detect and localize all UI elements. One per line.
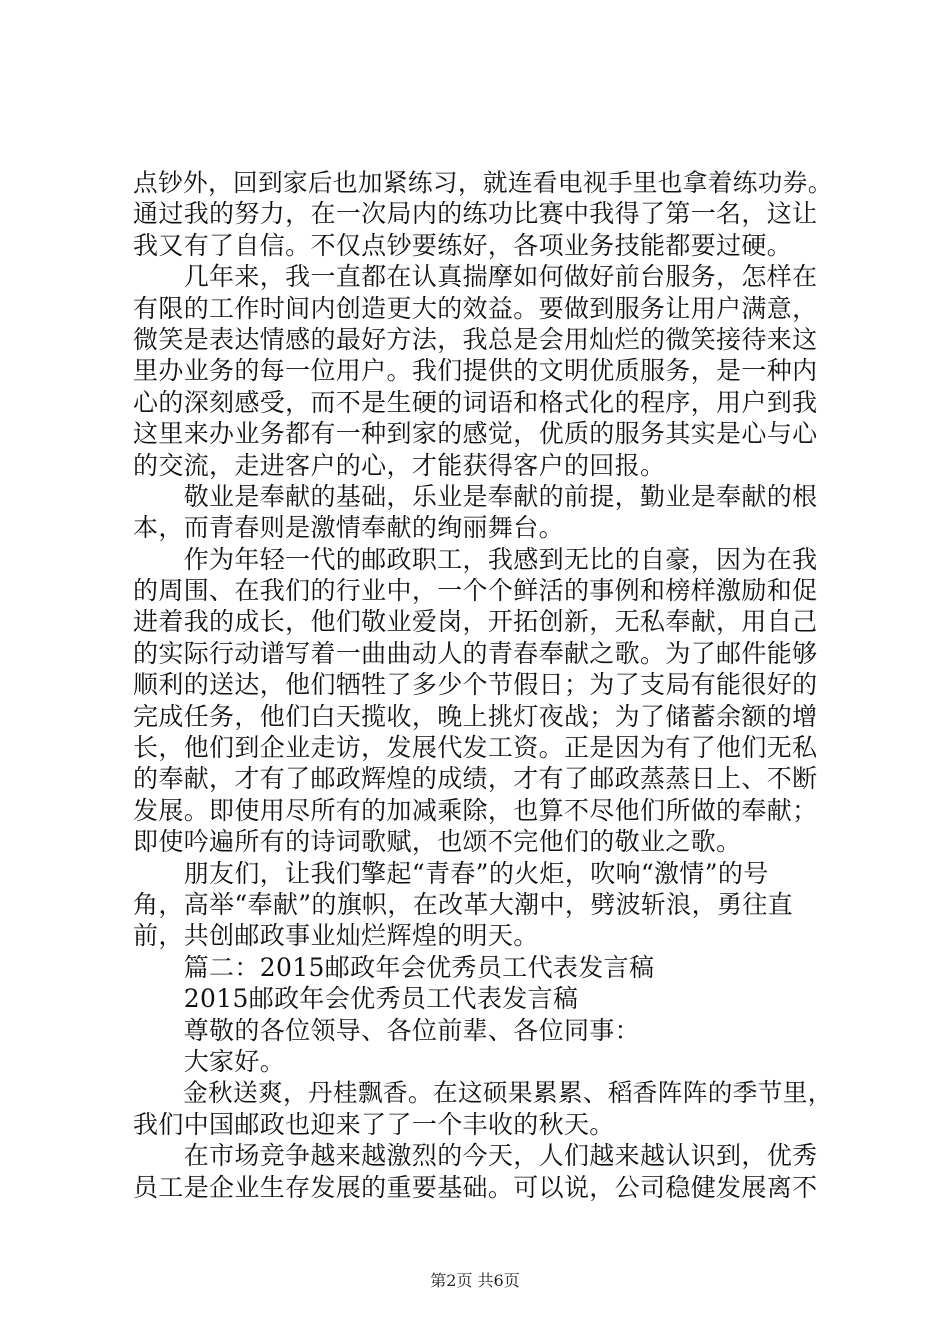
text-line: 有限的工作时间内创造更大的效益。要做到服务让用户满意， — [133, 293, 818, 323]
text-line: 顺利的送达，他们牺牲了多少个节假日；为了支局有能很好的 — [133, 670, 818, 700]
text-line: 在市场竞争越来越激烈的今天，人们越来越认识到，优秀 — [133, 1141, 818, 1171]
text-line: 长，他们到企业走访，发展代发工资。正是因为有了他们无私 — [133, 733, 818, 763]
text-line: 微笑是表达情感的最好方法，我总是会用灿烂的微笑接待来这 — [133, 324, 818, 354]
text-line: 本，而青春则是激情奉献的绚丽舞台。 — [133, 513, 564, 543]
text-line: 前，共创邮政事业灿烂辉煌的明天。 — [133, 921, 539, 951]
text-line: 进着我的成长，他们敬业爱岗，开拓创新，无私奉献，用自己 — [133, 607, 818, 637]
text-line: 我又有了自信。不仅点钞要练好，各项业务技能都要过硬。 — [133, 230, 793, 260]
text-line: 完成任务，他们白天揽收，晚上挑灯夜战；为了储蓄余额的增 — [133, 701, 818, 731]
text-line: 几年来，我一直都在认真揣摩如何做好前台服务，怎样在 — [133, 262, 818, 292]
text-line: 篇二：2015邮政年会优秀员工代表发言稿 — [133, 952, 655, 982]
text-line: 里办业务的每一位用户。我们提供的文明优质服务，是一种内 — [133, 356, 818, 386]
page-footer — [0, 1268, 950, 1291]
text-line: 尊敬的各位领导、各位前辈、各位同事： — [133, 1015, 641, 1045]
text-line: 角，高举“奉献”的旗帜，在改革大潮中，劈波斩浪，勇往直 — [133, 889, 794, 919]
text-line: 金秋送爽，丹桂飘香。在这硕果累累、稻香阵阵的季节里， — [133, 1078, 833, 1108]
text-line: 朋友们，让我们擎起“青春”的火炬，吹响“激情”的号 — [133, 858, 769, 888]
text-line: 的奉献，才有了邮政辉煌的成绩，才有了邮政蒸蒸日上、不断 — [133, 764, 818, 794]
document-body — [133, 167, 833, 1203]
text-line: 即使吟遍所有的诗词歌赋，也颂不完他们的敬业之歌。 — [133, 827, 742, 857]
page-number: 第2页 共6页 — [430, 1271, 520, 1290]
text-line: 点钞外，回到家后也加紧练习，就连看电视手里也拿着练功券。 — [133, 168, 833, 197]
text-line: 发展。即使用尽所有的加减乘除，也算不尽他们所做的奉献； — [133, 795, 818, 825]
text-line: 2015邮政年会优秀员工代表发言稿 — [133, 984, 579, 1014]
text-line: 心的深刻感受，而不是生硬的词语和格式化的程序，用户到我 — [133, 387, 818, 417]
text-line: 员工是企业生存发展的重要基础。可以说，公司稳健发展离不 — [133, 1172, 818, 1202]
text-line: 的交流，走进客户的心，才能获得客户的回报。 — [133, 450, 666, 480]
text-line: 大家好。 — [133, 1046, 286, 1076]
text-line: 我们中国邮政也迎来了了一个丰收的秋天。 — [133, 1109, 615, 1139]
text-line: 作为年轻一代的邮政职工，我感到无比的自豪，因为在我 — [133, 544, 818, 574]
text-line: 的周围、在我们的行业中，一个个鲜活的事例和榜样激励和促 — [133, 576, 818, 606]
text-line: 的实际行动谱写着一曲曲动人的青春奉献之歌。为了邮件能够 — [133, 638, 818, 668]
text-line: 这里来办业务都有一种到家的感觉，优质的服务其实是心与心 — [133, 419, 818, 449]
text-line: 通过我的努力，在一次局内的练功比赛中我得了第一名，这让 — [133, 199, 818, 229]
text-line: 敬业是奉献的基础，乐业是奉献的前提，勤业是奉献的根 — [133, 481, 818, 511]
